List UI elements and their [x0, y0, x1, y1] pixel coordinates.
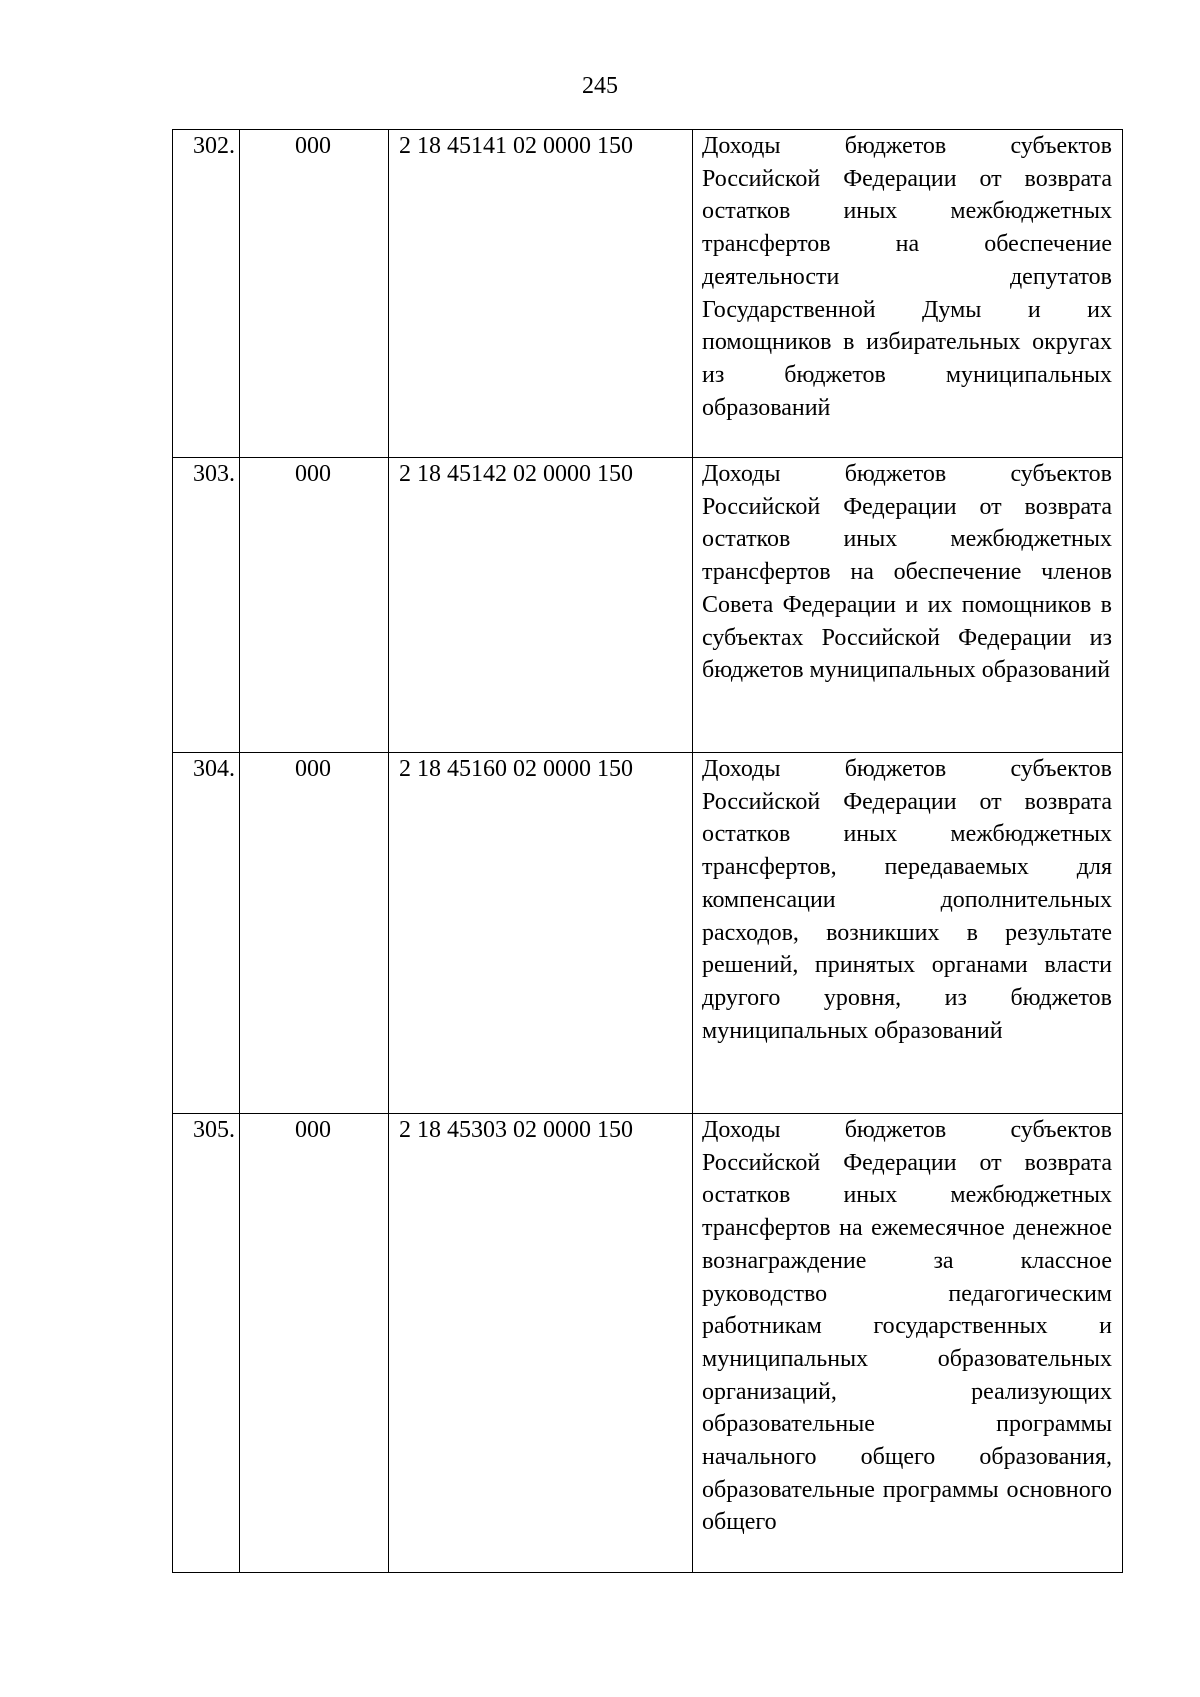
row-number: 302. — [173, 130, 240, 458]
income-description: Доходы бюджетов субъектов Российской Федерации от возврата остатков иных межбюджетных трансфертов на обеспечение деятельности депутатов Государственной Думы и их помощников в избирательных округах из бюджетов муниципальных образований — [693, 130, 1123, 458]
budget-classification-code: 2 18 45303 02 0000 150 — [389, 1114, 693, 1573]
table-row — [173, 458, 1123, 753]
admin-code: 000 — [240, 1114, 389, 1573]
income-description: Доходы бюджетов субъектов Российской Федерации от возврата остатков иных межбюджетных трансфертов на ежемесячное денежное вознаграждение за классное руководство педагогическим работникам государственных и муниципальных образовательных организаций, реализующих образовательные программы начального общего образования, образовательные программы основного общего — [702, 1117, 1112, 1536]
table-row — [173, 130, 1123, 458]
admin-code: 000 — [240, 130, 389, 458]
budget-classification-code: 2 18 45141 02 0000 150 — [389, 130, 693, 458]
table-row — [173, 753, 1123, 1114]
page-number: 245 — [582, 73, 618, 99]
row-number: 303. — [173, 458, 240, 753]
budget-codes-table — [172, 129, 1123, 1573]
income-description-cell — [693, 1114, 1123, 1573]
budget-classification-code: 2 18 45142 02 0000 150 — [389, 458, 693, 753]
admin-code: 000 — [240, 458, 389, 753]
budget-classification-code: 2 18 45160 02 0000 150 — [389, 753, 693, 1114]
table-row — [173, 1114, 1123, 1573]
income-description: Доходы бюджетов субъектов Российской Федерации от возврата остатков иных межбюджетных трансфертов на обеспечение членов Совета Федерации и их помощников в субъектах Российской Федерации из бюджетов муниципальных образований — [693, 458, 1123, 753]
row-number: 305. — [173, 1114, 240, 1573]
row-number: 304. — [173, 753, 240, 1114]
admin-code: 000 — [240, 753, 389, 1114]
income-description: Доходы бюджетов субъектов Российской Федерации от возврата остатков иных межбюджетных трансфертов, передаваемых для компенсации дополнительных расходов, возникших в результате решений, принятых органами власти другого уровня, из бюджетов муниципальных образований — [693, 753, 1123, 1114]
